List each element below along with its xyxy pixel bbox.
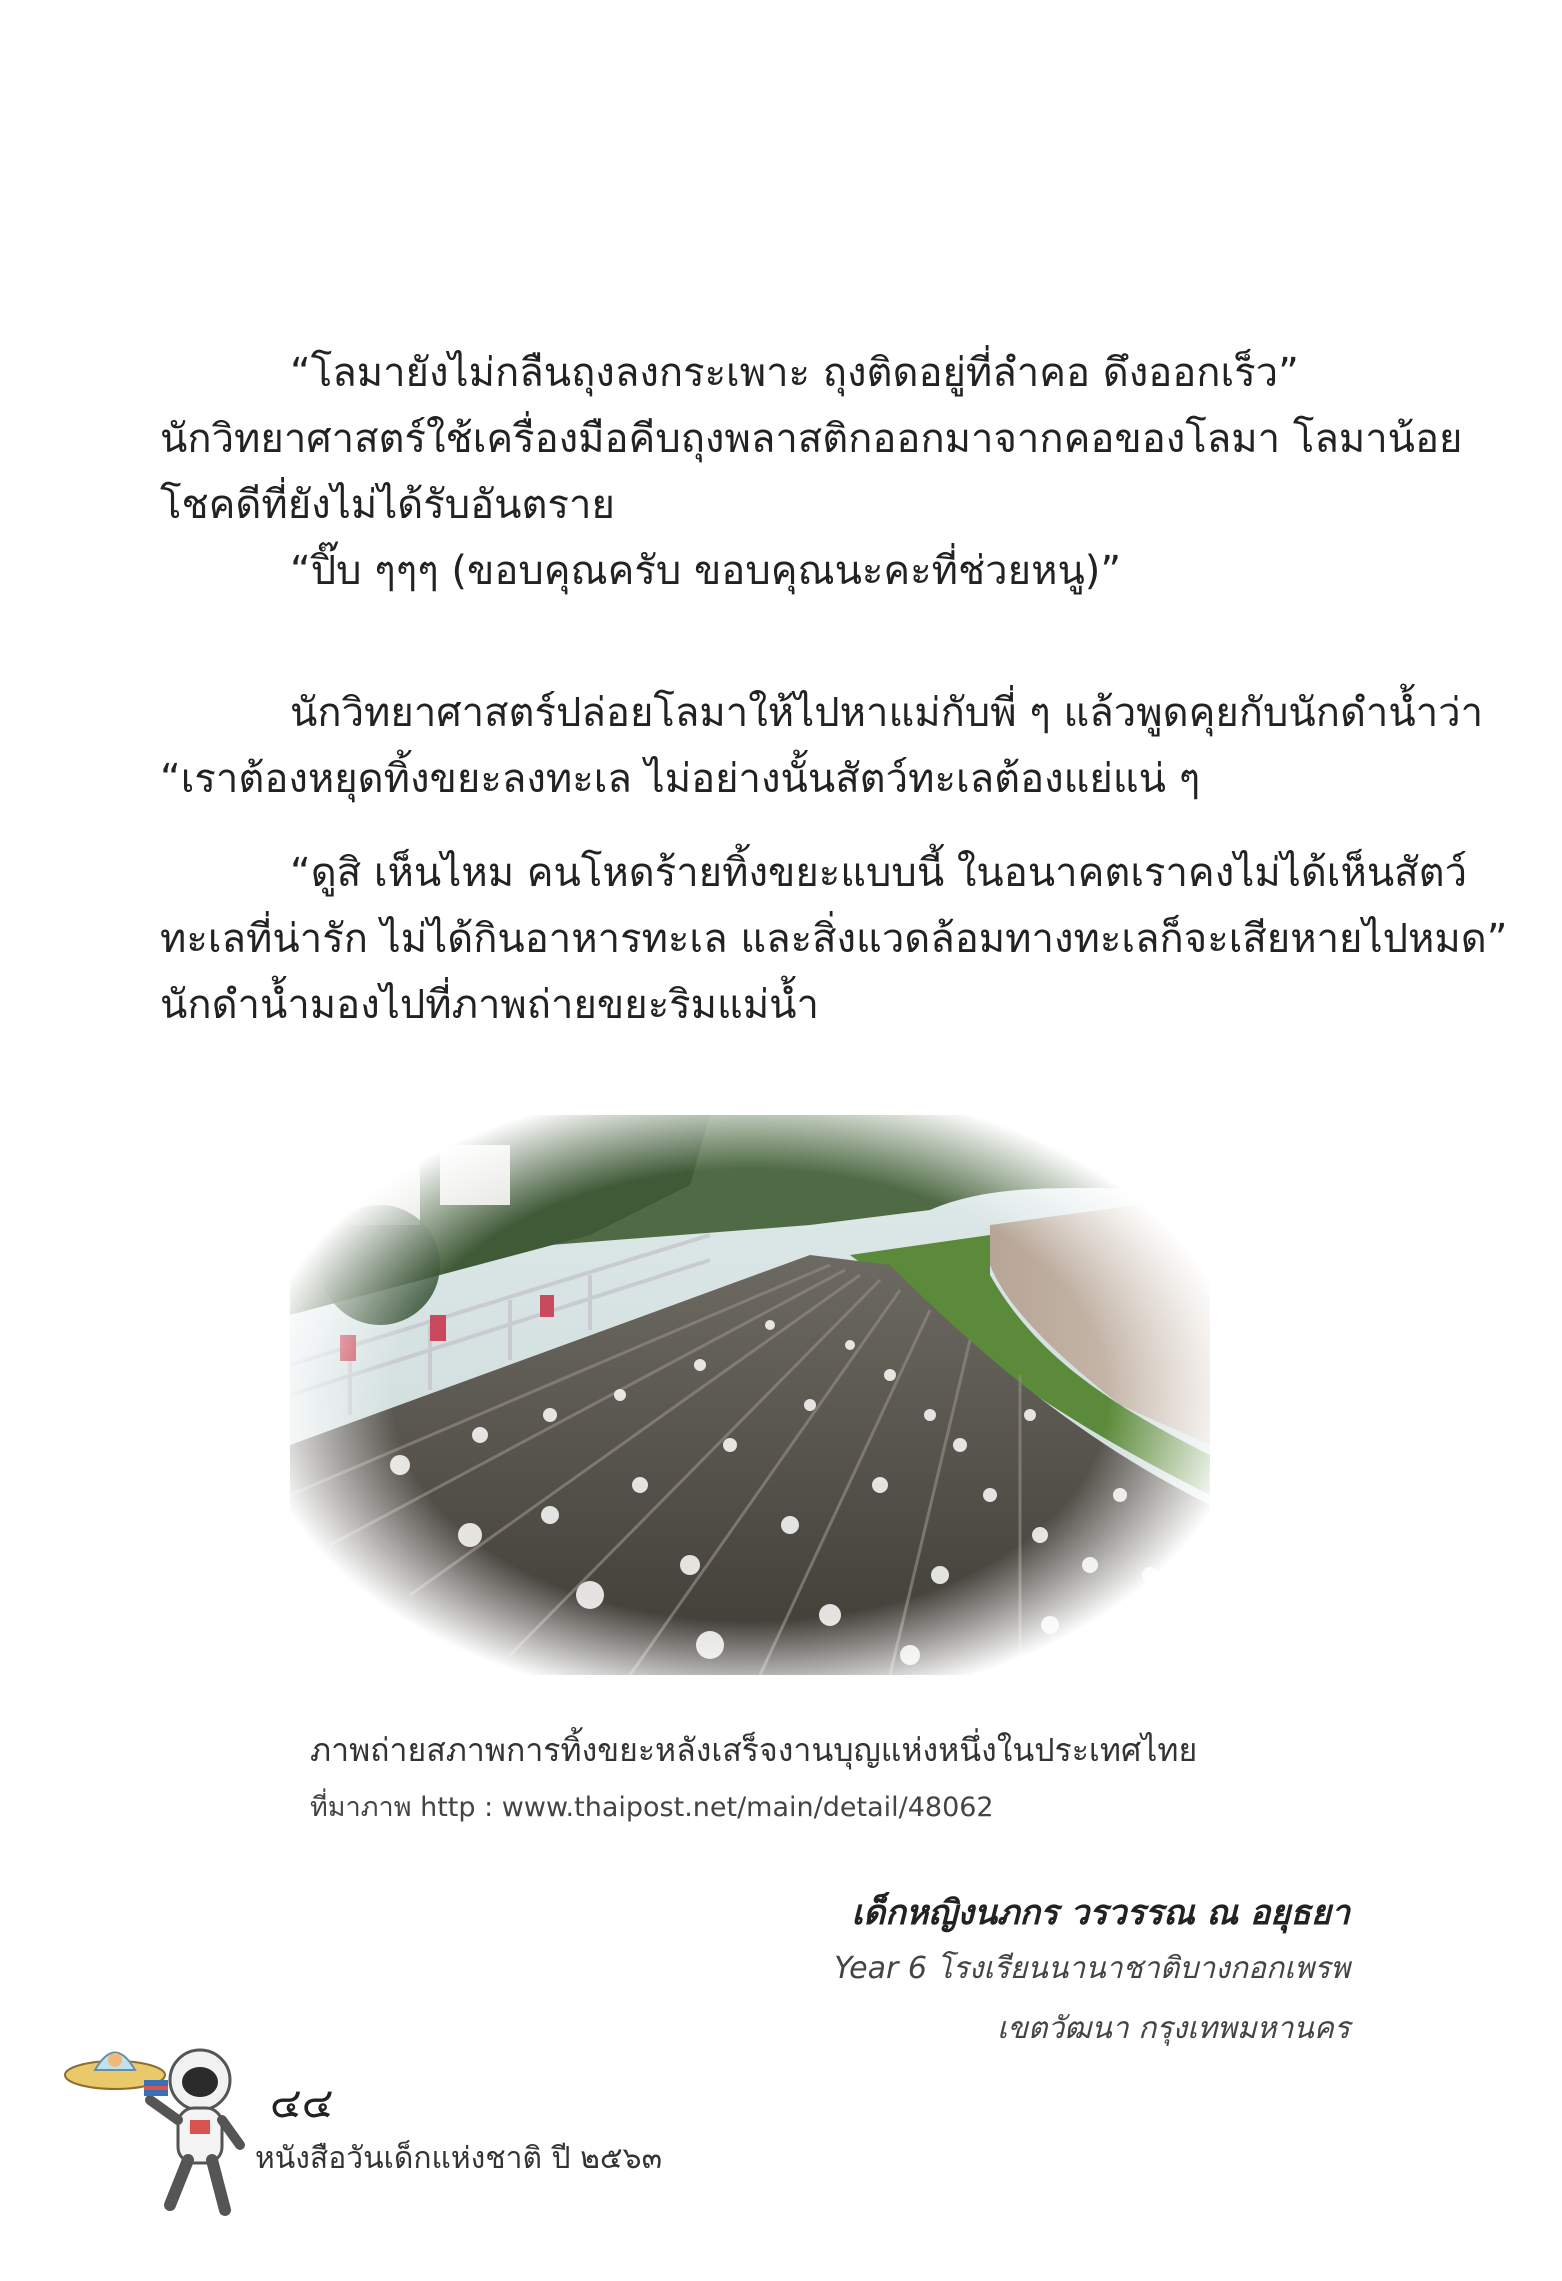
story-line: “เราต้องหยุดทิ้งขยะลงทะเล ไม่อย่างนั้นสัตว์ทะเลต้องแย่แน่ ๆ bbox=[160, 756, 1201, 802]
photo-caption: ภาพถ่ายสภาพการทิ้งขยะหลังเสร็จงานบุญแห่งหนึ่งในประเทศไทย bbox=[310, 1731, 1198, 1769]
story-paragraph-1 bbox=[160, 340, 1463, 604]
story-line: นักวิทยาศาสตร์ปล่อยโลมาให้ไปหาแม่กับพี่ ๆ แล้วพูดคุยกับนักดำน้ำว่า bbox=[290, 690, 1484, 736]
photo-source: ที่มาภาพ http : www.thaipost.net/main/detail/48062 bbox=[310, 1792, 994, 1823]
riverbank-litter-photo bbox=[290, 1115, 1210, 1675]
book-title: หนังสือวันเด็กแห่งชาติ ปี ๒๕๖๓ bbox=[255, 2141, 663, 2176]
story-line: โชคดีที่ยังไม่ได้รับอันตราย bbox=[160, 482, 615, 528]
story-line: นักวิทยาศาสตร์ใช้เครื่องมือคีบถุงพลาสติกออกมาจากคอของโลมา โลมาน้อย bbox=[160, 416, 1463, 462]
author-name: เด็กหญิงนภกร วรวรรณ ณ อยุธยา bbox=[851, 1893, 1350, 1933]
story-line: “ดูสิ เห็นไหม คนโหดร้ายทิ้งขยะแบบนี้ ในอนาคตเราคงไม่ได้เห็นสัตว์ bbox=[290, 850, 1468, 896]
page-number: ๔๔ bbox=[270, 2078, 334, 2127]
story-paragraph-3 bbox=[160, 840, 1508, 1038]
story-line: ทะเลที่น่ารัก ไม่ได้กินอาหารทะเล และสิ่งแวดล้อมทางทะเลก็จะเสียหายไปหมด” bbox=[160, 916, 1508, 962]
story-line: “ปิ๊บ ๆๆๆ (ขอบคุณครับ ขอบคุณนะคะที่ช่วยหนู)” bbox=[290, 548, 1122, 594]
author-district: เขตวัฒนา กรุงเทพมหานคร bbox=[997, 2011, 1350, 2046]
story-line: นักดำน้ำมองไปที่ภาพถ่ายขยะริมแม่น้ำ bbox=[160, 982, 819, 1028]
astronaut-mascot-icon bbox=[60, 2020, 270, 2230]
author-school: Year 6 โรงเรียนนานาชาติบางกอกเพรพ bbox=[834, 1951, 1350, 1986]
story-line: “โลมายังไม่กลืนถุงลงกระเพาะ ถุงติดอยู่ที่ลำคอ ดึงออกเร็ว” bbox=[290, 350, 1299, 396]
story-paragraph-2 bbox=[160, 680, 1484, 812]
